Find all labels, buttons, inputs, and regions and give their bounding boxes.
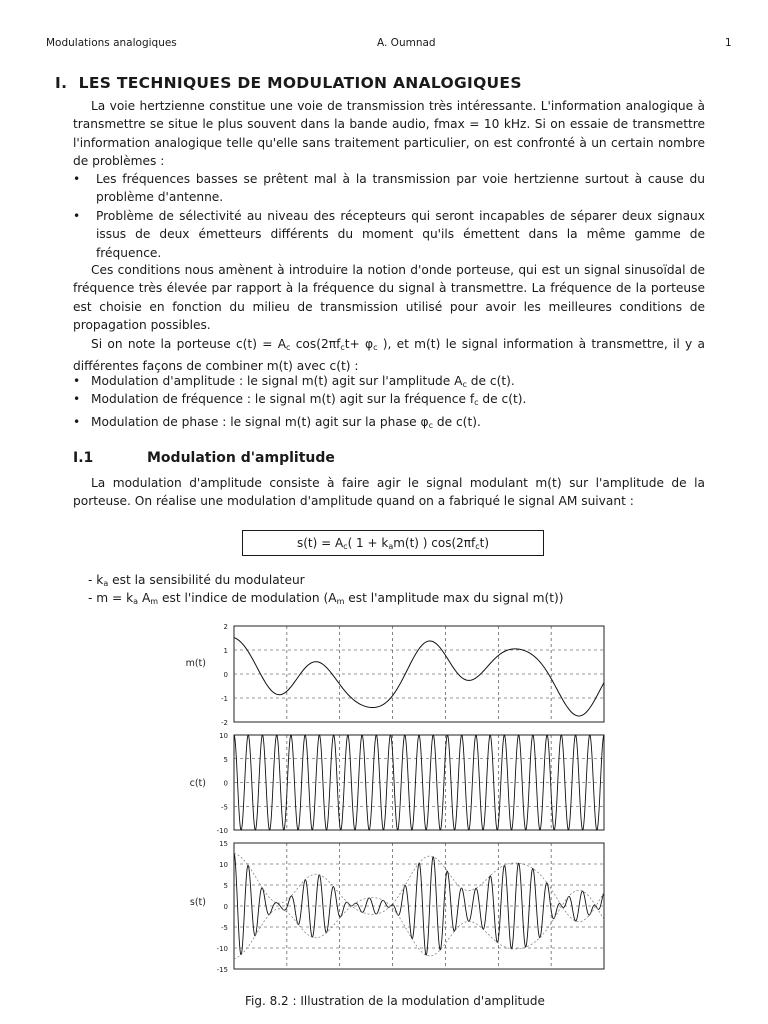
bullet-icon: • (73, 374, 81, 388)
bullet-icon: • (73, 415, 81, 429)
running-header-left: Modulations analogiques (46, 37, 177, 49)
y-tick-label: 1 (223, 647, 228, 655)
modulation-type-text: Modulation d'amplitude : le signal m(t) agit sur l'amplitude $A_c$ de c(t). (91, 374, 515, 389)
y-tick-label: 10 (219, 861, 228, 869)
bullet-icon: • (73, 392, 81, 406)
y-tick-label: 2 (223, 623, 228, 631)
modulation-type-bullet (73, 413, 705, 435)
am-illustration-figure (180, 618, 610, 978)
modulation-type-text: Modulation de fréquence : le signal m(t) agit sur la fréquence $f_c$ de c(t). (91, 392, 527, 407)
y-axis-label: s(t) (189, 897, 206, 908)
series-line-m (234, 638, 604, 716)
problem-bullet (73, 170, 705, 207)
problem-text: Problème de sélectivité au niveau des récepteurs qui seront incapables de séparer deux signaux issus de deux émetteurs différents du moment qu'ils émettent dans la même gamme de fréquence. (96, 209, 705, 260)
modulation-type-text: Modulation de phase : le signal m(t) agit sur la phase $\varphi_c$ de c(t). (91, 415, 481, 430)
y-tick-label: -10 (216, 827, 228, 835)
y-tick-label: -2 (221, 719, 228, 727)
modulation-index-definition: - $m = k_a$ $A_m$ est l'indice de modulation ($A_m$ est l'amplitude max du signal m(t)) (88, 591, 564, 606)
y-tick-label: 5 (223, 882, 228, 890)
y-tick-label: -5 (221, 924, 228, 932)
intro-paragraph: La voie hertzienne constitue une voie de transmission très intéressante. L'information analogique à transmettre se situe le plus souvent dans la bande audio, fmax = 10 kHz. Si on essaie de transmettre l'information analogique telle qu'elle sans traitement particulier, on est confronté à un certain nombre de problèmes : (73, 99, 705, 168)
figure-caption: Fig. 8.2 : Illustration de la modulation d'amplitude (245, 994, 545, 1008)
am-paragraph: La modulation d'amplitude consiste à faire agir le signal modulant m(t) sur l'amplitude de la porteuse. On réalise une modulation d'amplitude quand on a fabriqué le signal AM suivant : (73, 476, 705, 509)
ka-definition: - $k_a$ est la sensibilité du modulateur (88, 573, 305, 588)
y-axis-label: c(t) (189, 778, 206, 789)
section-heading (55, 74, 522, 92)
bullet-icon: • (73, 209, 81, 223)
section-number: I. (55, 74, 68, 92)
bullet-icon: • (73, 172, 81, 186)
y-tick-label: -1 (221, 695, 228, 703)
y-tick-label: -10 (216, 945, 228, 953)
carrier-paragraph: Ces conditions nous amènent à introduire la notion d'onde porteuse, qui est un signal sinusoïdal de fréquence très élevée par rapport à la fréquence du signal à transmettre. La fréquence de la porteuse est choisie en fonction du milieu de transmission utilisé pour avoir les meilleures conditions de propagation possibles. (73, 263, 705, 332)
y-axis-label: m(t) (185, 658, 206, 669)
y-tick-label: 15 (219, 840, 228, 848)
subsection-number: I.1 (73, 450, 94, 466)
subsection-title: Modulation d'amplitude (147, 450, 335, 466)
y-tick-label: 5 (223, 755, 228, 764)
series-line-s (234, 853, 604, 955)
subsection-heading (73, 450, 335, 466)
y-tick-label: 0 (223, 671, 228, 679)
y-tick-label: 0 (223, 903, 228, 911)
modulation-type-bullet (73, 390, 705, 412)
page-number: 1 (725, 37, 732, 49)
carrier-notation-paragraph: Si on note la porteuse $c(t) = A_c$ $\cos(2\pi f_ct+ \varphi_c$ ), et m(t) le signal information à transmettre, il y a différentes façons de combiner m(t) avec c(t) : (73, 337, 705, 374)
running-header-author: A. Oumnad (377, 37, 436, 49)
y-tick-label: -5 (221, 803, 228, 812)
section-title: LES TECHNIQUES DE MODULATION ANALOGIQUES (78, 74, 522, 92)
problem-bullet (73, 207, 705, 262)
y-tick-label: 10 (219, 732, 228, 740)
y-tick-label: -15 (216, 966, 228, 974)
am-formula-box: $s(t) = A_c$( $1 + k_am(t)$ ) $\cos(2\pi f_ct)$ (242, 530, 544, 556)
y-tick-label: 0 (223, 779, 228, 788)
problem-text: Les fréquences basses se prêtent mal à la transmission par voie hertzienne surtout à cause du problème d'antenne. (96, 172, 705, 205)
